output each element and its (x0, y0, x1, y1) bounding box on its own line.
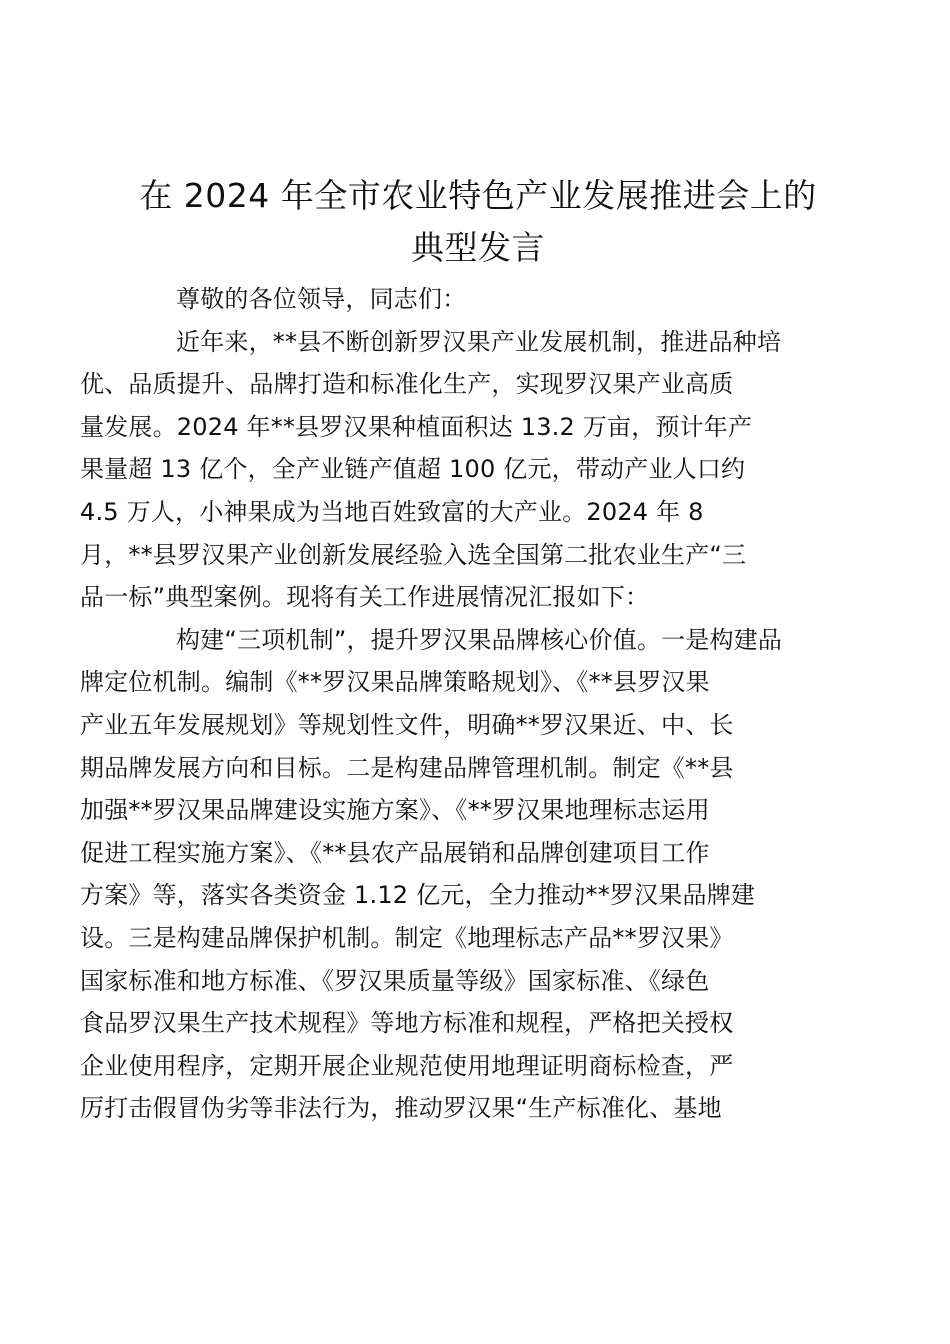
document-page (80, 170, 828, 1130)
text-line: 4.5 万人，小神果成为当地百姓致富的大产业。2024 年 8 (80, 497, 704, 526)
text-line: 设。三是构建品牌保护机制。制定《地理标志产品**罗汉果》 (80, 923, 734, 952)
text-line: 构建“三项机制”，提升罗汉果品牌核心价值。一是构建品 (176, 625, 783, 654)
title-line-1: 在 2024 年全市农业特色产业发展推进会上的 (139, 176, 817, 215)
text-line: 促进工程实施方案》、《**县农产品展销和品牌创建项目工作 (80, 838, 710, 867)
document-title (128, 170, 828, 274)
text-line: 产业五年发展规划》等规划性文件，明确**罗汉果近、中、长 (80, 710, 734, 739)
text-line: 月，**县罗汉果产业创新发展经验入选全国第二批农业生产“三 (80, 540, 747, 569)
title-line-2: 典型发言 (411, 228, 545, 267)
text-line: 食品罗汉果生产技术规程》等地方标准和规程，严格把关授权 (80, 1009, 734, 1038)
text-line: 方案》等，落实各类资金 1.12 亿元，全力推动**罗汉果品牌建 (80, 881, 756, 910)
text-line: 企业使用程序，定期开展企业规范使用地理证明商标检查，严 (80, 1051, 734, 1080)
text-line: 加强**罗汉果品牌建设实施方案》、《**罗汉果地理标志运用 (80, 796, 710, 825)
text-line: 量发展。2024 年**县罗汉果种植面积达 13.2 万亩，预计年产 (80, 412, 753, 441)
text-line: 国家标准和地方标准、《罗汉果质量等级》国家标准、《绿色 (80, 966, 710, 995)
text-line: 果量超 13 亿个，全产业链产值超 100 亿元，带动产业人口约 (80, 455, 746, 484)
paragraph-intro (80, 321, 828, 619)
text-line: 厉打击假冒伪劣等非法行为，推动罗汉果“生产标准化、基地 (80, 1094, 722, 1123)
text-line: 品一标”典型案例。现将有关工作进展情况汇报如下： (80, 583, 650, 612)
text-line: 牌定位机制。编制《**罗汉果品牌策略规划》、《**县罗汉果 (80, 668, 710, 697)
text-line: 期品牌发展方向和目标。二是构建品牌管理机制。制定《**县 (80, 753, 734, 782)
salutation: 尊敬的各位领导，同志们： (176, 285, 467, 313)
text-line: 近年来，**县不断创新罗汉果产业发展机制，推进品种培 (176, 327, 782, 356)
text-line: 优、品质提升、品牌打造和标准化生产，实现罗汉果产业高质 (80, 370, 734, 399)
paragraph-brand-mechanisms (80, 619, 828, 1130)
